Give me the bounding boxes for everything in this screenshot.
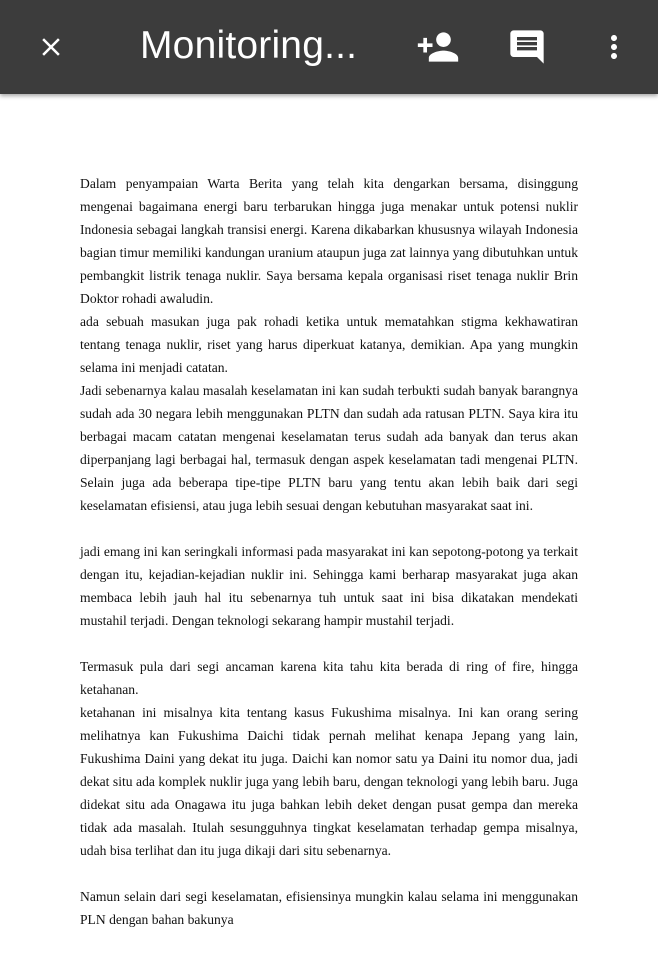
paragraph: ada sebuah masukan juga pak rohadi ketika untuk mematahkan stigma kekhawatiran tentang tenaga nuklir, riset yang harus diperkuat katanya, demikian. Apa yang mungkin selama ini menjadi catatan. [80,314,578,375]
person-add-icon [416,25,460,69]
close-icon [36,32,66,62]
top-app-bar [0,0,658,94]
more-vert-icon [596,29,632,65]
paragraph: jadi emang ini kan seringkali informasi pada masyarakat ini kan sepotong-potong ya terkait dengan itu, kejadian-kejadian nuklir ini. Sehingga kami berharap masyarakat juga akan membaca lebih jauh hal itu sebenarnya tuh untuk saat ini bisa dikatakan mendekati mustahil terjadi. Dengan teknologi sekarang hampir mustahil terjadi. [80,544,578,628]
document-title: Monitoring... [140,24,358,67]
close-button[interactable] [22,0,80,94]
paragraph: Jadi sebenarnya kalau masalah keselamatan ini kan sudah terbukti sudah banyak barangnya sudah ada 30 negara lebih menggunakan PLTN dan sudah ada ratusan PLTN. Saya kira itu berbagai macam catatan mengenai keselamatan terus sudah ada banyak dan terus akan diperpanjang lagi berbagai hal, termasuk dengan aspek keselamatan tadi mengenai PLTN. Selain juga ada beberapa tipe-tipe PLTN baru yang tentu akan lebih baik dari segi keselamatan efisiensi, atau juga lebih sesuai dengan kebutuhan masyarakat saat ini. [80,383,578,513]
blank-line [80,862,578,885]
share-add-person-button[interactable] [408,0,468,94]
document-body[interactable] [80,172,578,931]
comment-icon [507,27,547,67]
paragraph: Dalam penyampaian Warta Berita yang telah kita dengarkan bersama, disinggung mengenai bagaimana energi baru terbarukan hingga juga menakar untuk potensi nuklir Indonesia sebagai langkah transisi energi. Karena dikabarkan khususnya wilayah Indonesia bagian timur memiliki kandungan uranium ataupun juga zat lainnya yang dibutuhkan untuk pembangkit listrik tenaga nuklir. Saya bersama kepala organisasi riset tenaga nuklir Brin Doktor rohadi awaludin. [80,176,578,306]
blank-line [80,517,578,540]
paragraph: Termasuk pula dari segi ancaman karena kita tahu kita berada di ring of fire, hingga ketahanan. [80,659,578,697]
blank-line [80,632,578,655]
more-options-button[interactable] [588,0,640,94]
paragraph: Namun selain dari segi keselamatan, efisiensinya mungkin kalau selama ini menggunakan PLN dengan bahan bakunya [80,889,578,927]
paragraph: ketahanan ini misalnya kita tentang kasus Fukushima misalnya. Ini kan orang sering melihatnya kan Fukushima Daichi tidak pernah melihat kenapa Jepang yang lain, Fukushima Daini yang dekat itu juga. Daichi kan nomor satu ya Daini itu nomor dua, jadi dekat situ ada komplek nuklir juga yang lebih baru, dengan teknologi yang lebih baru. Juga didekat situ ada Onagawa itu juga bahkan lebih deket dengan pusat gempa dan mereka tidak ada masalah. Itulah sesungguhnya tingkat keselamatan terhadap gempa misalnya, udah bisa terlihat dan itu juga dikaji dari situ sebenarnya. [80,705,578,858]
comment-button[interactable] [498,0,556,94]
